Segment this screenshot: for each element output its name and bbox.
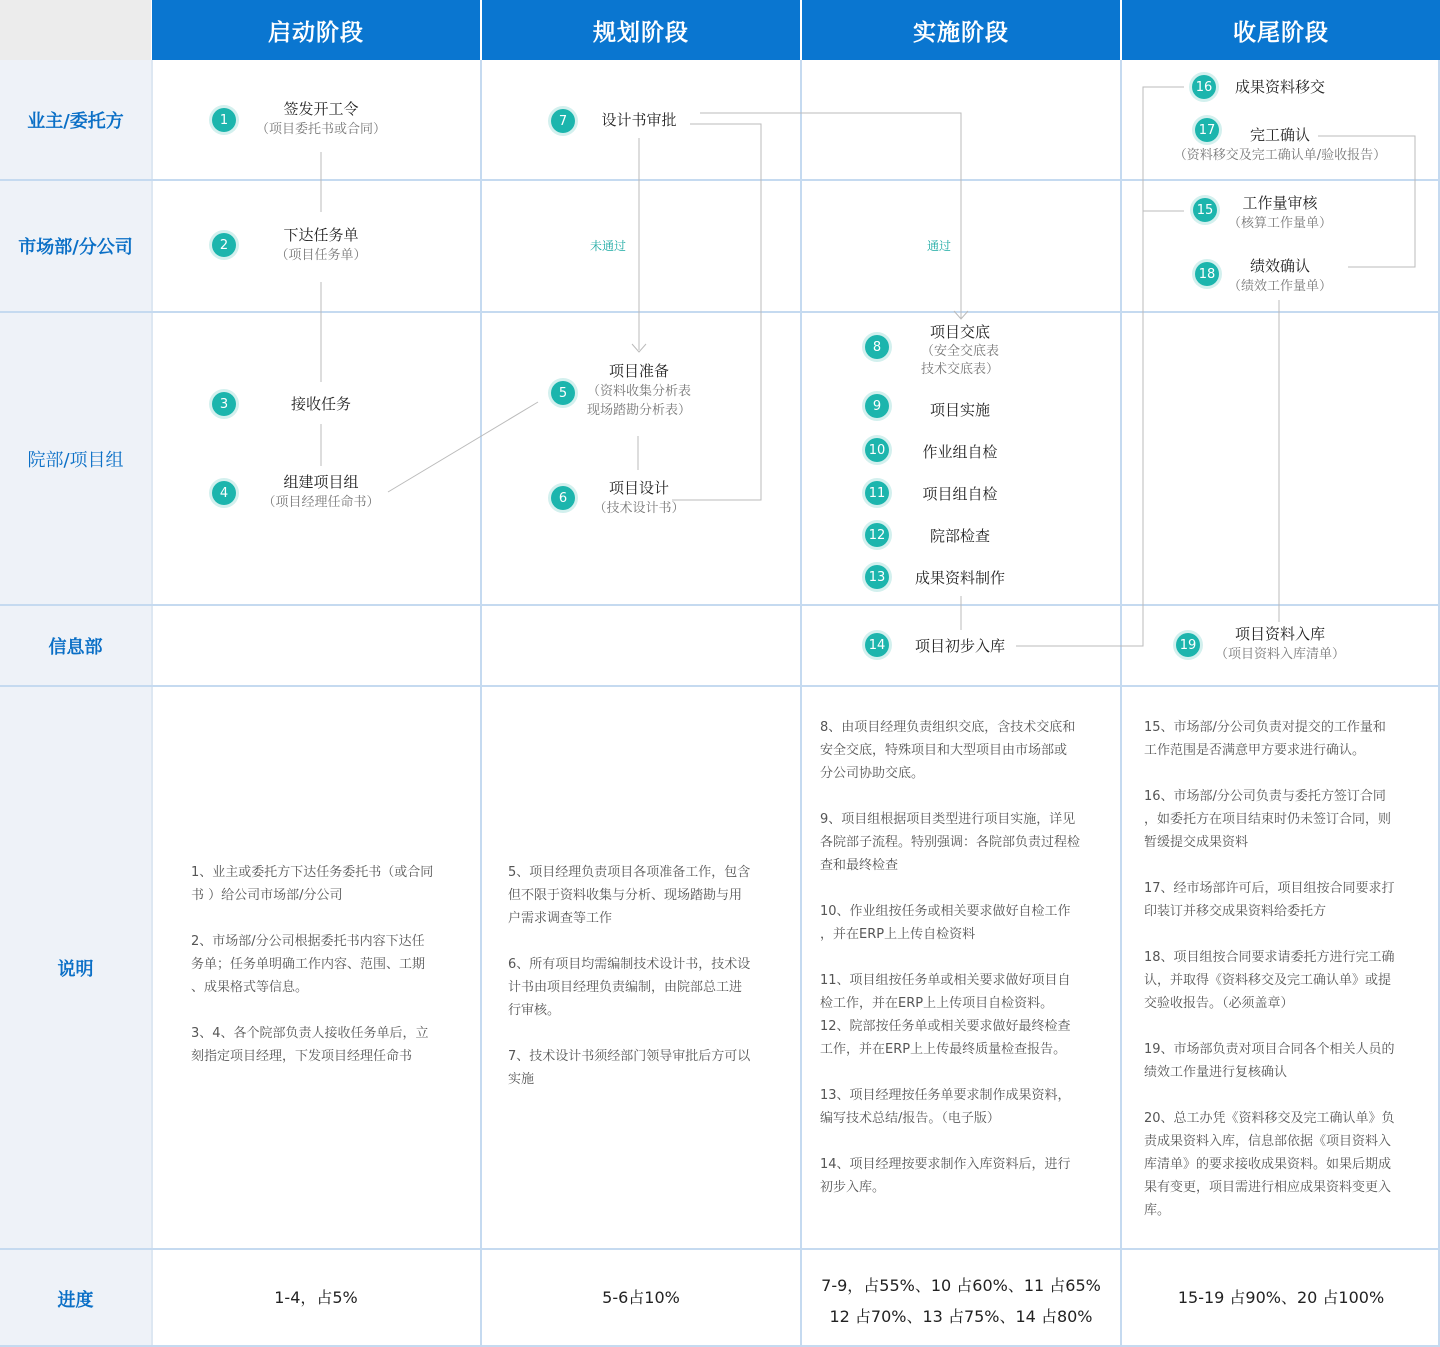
- step-7: [601, 109, 676, 131]
- step-10: [922, 441, 997, 463]
- row-header-description: 说明: [0, 687, 151, 1248]
- step-badge: 9: [865, 394, 889, 418]
- step-title: 院部检查: [929, 527, 991, 545]
- step-badge: 7: [551, 109, 575, 133]
- step-badge: 10: [865, 438, 889, 462]
- step-subtitle: （项目任务单）: [275, 248, 367, 263]
- step-badge: 15: [1193, 198, 1217, 222]
- progress-planning: 5-6占10%: [602, 1288, 680, 1307]
- step-title: 签发开工令: [283, 100, 359, 118]
- column-header-closing: 收尾阶段: [1122, 0, 1440, 60]
- step-subtitle: （绩效工作量单）: [1227, 279, 1333, 294]
- step-subtitle: （项目经理任命书）: [262, 495, 380, 510]
- step-1: [256, 98, 386, 139]
- step-subtitle: （项目委托书或合同）: [255, 122, 387, 137]
- description-item: 9、项目组根据项目类型进行项目实施，详见 各院部子流程。特别强调：各院部负责过程检 查和最终检查: [820, 812, 1081, 873]
- description-item: 2、市场部/分公司根据委托书内容下达任 务单；任务单明确工作内容、范围、工期 、成果格式等信息。: [191, 934, 426, 995]
- progress-implementation: 7-9，占55%、10 占60%、11 占65% 12 占70%、13 占75%、14 占80%: [821, 1276, 1101, 1326]
- description-closing: [1144, 716, 1436, 1222]
- description-item: 15、市场部/分公司负责对提交的工作量和 工作范围是否满意甲方要求进行确认。: [1144, 720, 1386, 758]
- step-subtitle: （技术设计书）: [593, 501, 685, 516]
- edge-label-fail: 未通过: [589, 239, 627, 253]
- step-18: [1228, 255, 1332, 296]
- description-item: 11、项目组按任务单或相关要求做好项目自 检工作，并在ERP上上传项目自检资料。 12、院部按任务单或相关要求做好最终检查 工作，并在ERP上上传最终质量检查报告。: [820, 973, 1071, 1057]
- description-planning: [508, 861, 793, 1091]
- description-item: 13、项目经理按任务单要求制作成果资料， 编写技术总结/报告。（电子版）: [820, 1088, 1071, 1126]
- progress-start: 1-4，占5%: [274, 1288, 358, 1307]
- description-item: 6、所有项目均需编制技术设计书，技术设 计书由项目经理负责编制，由院部总工进 行审核。: [508, 957, 751, 1018]
- step-title: 项目设计: [608, 479, 670, 497]
- step-badge: 12: [865, 523, 889, 547]
- row-header-info: 信息部: [0, 606, 151, 685]
- step-subtitle: （核算工作量单）: [1227, 216, 1333, 231]
- step-badge: 16: [1192, 75, 1216, 99]
- step-title: 接收任务: [290, 395, 352, 413]
- step-subtitle: 技术交底表）: [920, 362, 1000, 377]
- step-subtitle: （资料收集分析表: [586, 384, 692, 399]
- description-item: 16、市场部/分公司负责与委托方签订合同 ，如委托方在项目结束时仍未签订合同，则 暂缓提交成果资料: [1144, 789, 1392, 850]
- connector-6-7: [672, 124, 761, 500]
- step-badge: 17: [1195, 118, 1219, 142]
- description-item: 5、项目经理负责项目各项准备工作，包含 但不限于资料收集与分析、现场踏勘与用 户需求调查等工作: [508, 865, 751, 926]
- step-19: [1215, 623, 1345, 664]
- step-badge: 14: [865, 633, 889, 657]
- step-title: 组建项目组: [283, 473, 359, 491]
- step-badge: 4: [212, 481, 236, 505]
- step-6: [593, 477, 684, 518]
- step-17: [1174, 124, 1386, 165]
- connector-14-16: [1016, 87, 1184, 646]
- step-subtitle: （项目资料入库清单）: [1214, 647, 1346, 662]
- step-16: [1235, 76, 1325, 98]
- step-badge: 6: [551, 486, 575, 510]
- step-subtitle: 现场踏勘分析表）: [586, 403, 692, 418]
- column-header-implementation: 实施阶段: [802, 0, 1120, 60]
- step-title: 项目实施: [929, 401, 991, 419]
- step-title: 项目交底: [929, 323, 991, 341]
- row-header-dept: 院部/项目组: [0, 313, 151, 604]
- description-item: 3、4、各个院部负责人接收任务单后，立 刻指定项目经理，下发项目经理任命书: [191, 1026, 429, 1064]
- description-item: 10、作业组按任务或相关要求做好自检工作 ，并在ERP上上传自检资料: [820, 904, 1071, 942]
- step-badge: 2: [212, 233, 236, 257]
- step-12: [930, 525, 990, 547]
- step-title: 项目组自检: [922, 485, 998, 503]
- step-title: 成果资料移交: [1234, 78, 1326, 96]
- step-subtitle: （安全交底表: [920, 344, 1000, 359]
- step-title: 工作量审核: [1242, 194, 1318, 212]
- connector-7-8: [700, 113, 961, 318]
- step-badge: 5: [551, 381, 575, 405]
- step-title: 项目资料入库: [1234, 625, 1326, 643]
- step-title: 成果资料制作: [914, 569, 1006, 587]
- step-15: [1228, 192, 1332, 233]
- step-title: 设计书审批: [601, 111, 677, 129]
- connector-4-5: [388, 402, 538, 492]
- column-header-planning: 规划阶段: [482, 0, 800, 60]
- column-header-start: 启动阶段: [152, 0, 480, 60]
- edge-label-pass: 通过: [926, 239, 952, 253]
- step-13: [915, 567, 1005, 589]
- step-badge: 3: [212, 392, 236, 416]
- step-title: 项目准备: [608, 362, 670, 380]
- step-14: [915, 635, 1005, 657]
- step-title: 完工确认: [1249, 126, 1311, 144]
- description-item: 17、经市场部许可后，项目组按合同要求打 印装订并移交成果资料给委托方: [1144, 881, 1395, 919]
- step-9: [930, 399, 990, 421]
- step-title: 绩效确认: [1249, 257, 1311, 275]
- row-header-progress: 进度: [0, 1250, 151, 1347]
- description-item: 18、项目组按合同要求请委托方进行完工确 认，并取得《资料移交及完工确认单》或提 交验收报告。（必须盖章）: [1144, 950, 1395, 1011]
- step-title: 项目初步入库: [914, 637, 1006, 655]
- description-implementation: [820, 716, 1116, 1199]
- step-badge: 11: [865, 481, 889, 505]
- description-item: 19、市场部负责对项目合同各个相关人员的 绩效工作量进行复核确认: [1144, 1042, 1395, 1080]
- step-badge: 13: [865, 565, 889, 589]
- step-11: [922, 483, 997, 505]
- step-5: [587, 360, 691, 420]
- description-item: 7、技术设计书须经部门领导审批后方可以 实施: [508, 1049, 751, 1087]
- description-item: 1、业主或委托方下达任务委托书（或合同 书 ）给公司市场部/分公司: [191, 865, 434, 903]
- step-badge: 19: [1176, 633, 1200, 657]
- step-8: [921, 321, 999, 379]
- step-title: 作业组自检: [922, 443, 998, 461]
- description-item: 20、总工办凭《资料移交及完工确认单》负 责成果资料入库，信息部依据《项目资料入 库清单》的要求接收成果资料。如果后期成 果有变更，项目需进行相应成果资料变更入 库。: [1144, 1111, 1395, 1218]
- step-subtitle: （资料移交及完工确认单/验收报告）: [1173, 148, 1387, 163]
- step-4: [262, 471, 379, 512]
- row-header-owner: 业主/委托方: [0, 60, 151, 179]
- step-badge: 18: [1195, 262, 1219, 286]
- step-badge: 1: [212, 108, 236, 132]
- progress-closing: 15-19 占90%、20 占100%: [1177, 1288, 1385, 1307]
- step-title: 下达任务单: [283, 226, 359, 244]
- description-item: 8、由项目经理负责组织交底，含技术交底和 安全交底，特殊项目和大型项目由市场部或 分公司协助交底。: [820, 720, 1076, 781]
- row-header-market: 市场部/分公司: [0, 181, 151, 311]
- description-item: 14、项目经理按要求制作入库资料后，进行 初步入库。: [820, 1157, 1071, 1195]
- step-badge: 8: [865, 335, 889, 359]
- step-3: [291, 393, 351, 415]
- description-start: [191, 861, 471, 1068]
- step-2: [275, 224, 366, 265]
